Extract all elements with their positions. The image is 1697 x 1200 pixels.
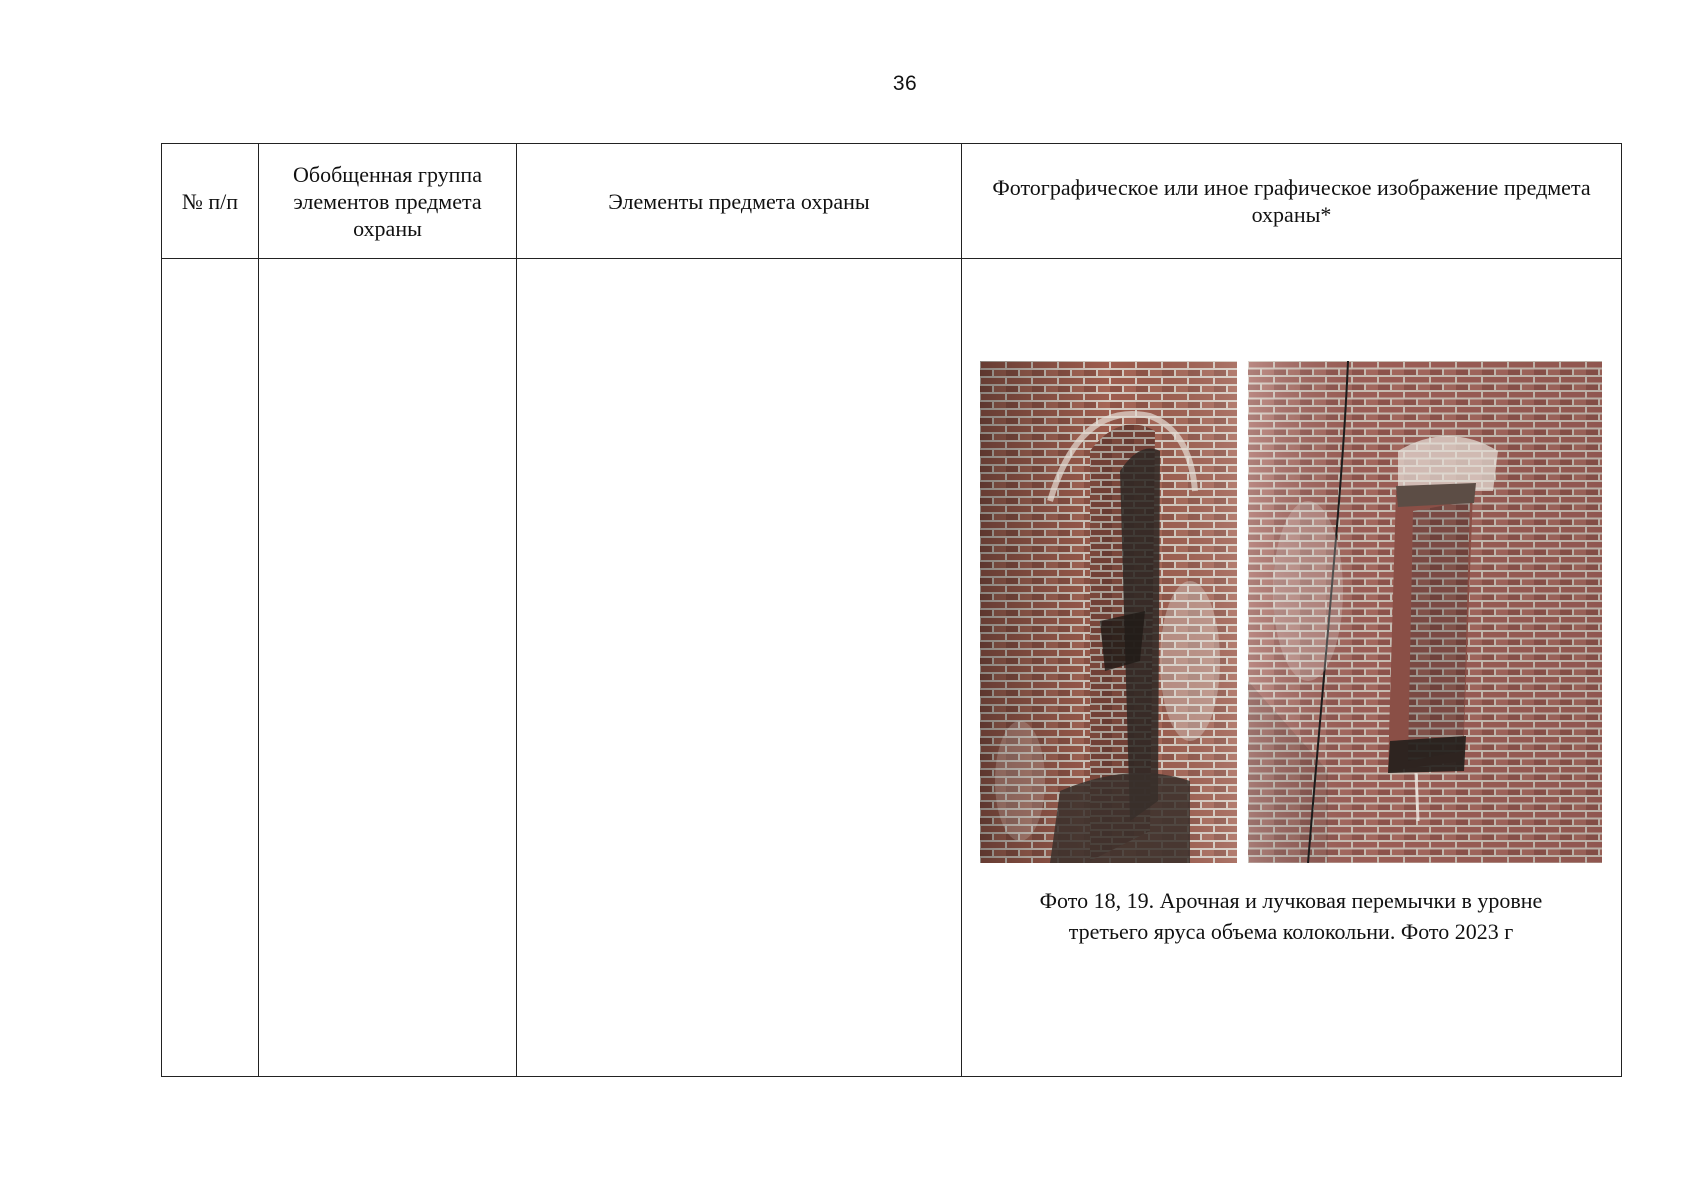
table-row bbox=[162, 259, 1622, 1077]
cell-image bbox=[962, 259, 1622, 1077]
caption-line-1: Фото 18, 19. Арочная и лучковая перемычки в уровне bbox=[1039, 888, 1543, 913]
table-header-row bbox=[162, 144, 1622, 259]
caption-line-2: третьего яруса объема колокольни. Фото 2023 г bbox=[1068, 919, 1514, 944]
header-number: № п/п bbox=[162, 144, 259, 259]
brick-wall-segmental-niche-photo bbox=[1248, 361, 1602, 863]
cell-number bbox=[162, 259, 259, 1077]
photo-18 bbox=[980, 361, 1237, 863]
brick-wall-arched-niche-photo bbox=[980, 361, 1237, 863]
header-image: Фотографическое или иное графическое изображение предмета охраны* bbox=[962, 144, 1622, 259]
photo-group bbox=[980, 361, 1602, 863]
header-generalized-group: Обобщенная группа элементов предмета охраны bbox=[259, 144, 517, 259]
cell-generalized-group bbox=[259, 259, 517, 1077]
protection-subject-table bbox=[161, 143, 1622, 1077]
header-elements: Элементы предмета охраны bbox=[517, 144, 962, 259]
cell-elements bbox=[517, 259, 962, 1077]
page-number: 36 bbox=[892, 72, 918, 95]
photo-19 bbox=[1248, 361, 1602, 863]
photo-caption bbox=[980, 885, 1602, 947]
